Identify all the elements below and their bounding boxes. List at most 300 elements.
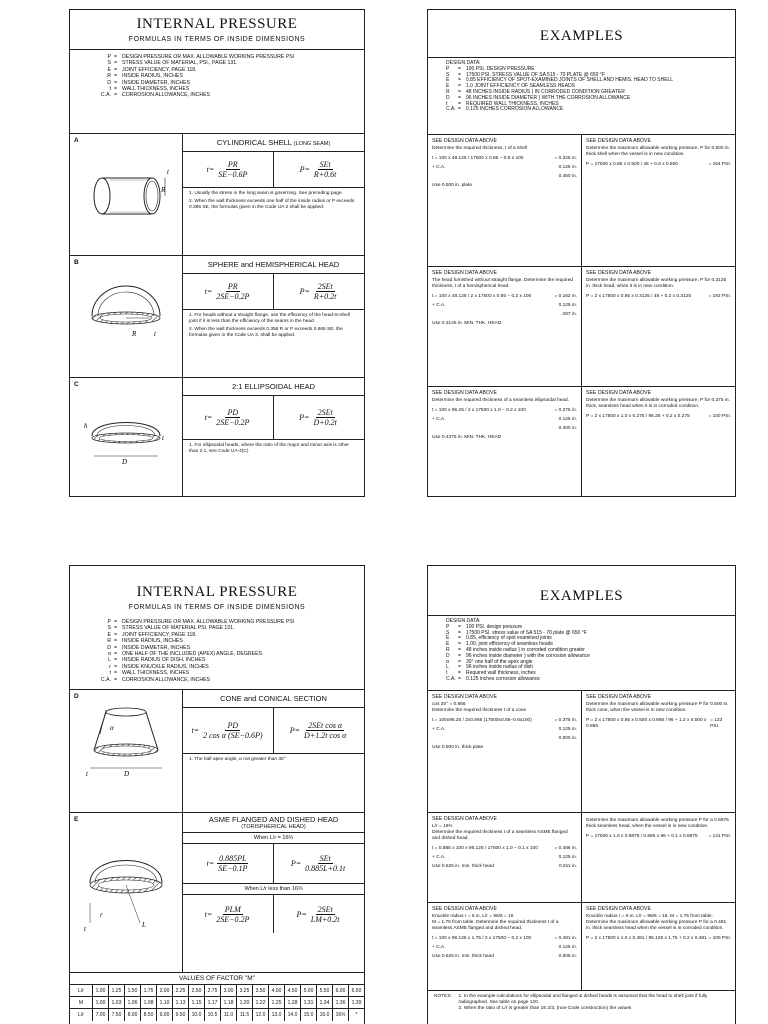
example-heading: SEE DESIGN DATA ABOVE [432,906,497,912]
calculation [586,718,731,730]
section-title: CYLINDRICAL SHELL (LONG SEAM) [183,134,364,152]
legend-text: ONE HALF OF THE INCLUDED (APEX) ANGLE, DEGREES [122,651,262,658]
example-left-column [428,691,581,812]
calc-line [432,846,577,852]
example-heading: SEE DESIGN DATA ABOVE [432,694,497,700]
factor-cell: 1.17 [204,997,220,1008]
factor-cell: 1.50 [124,985,140,996]
calc-line [432,183,577,189]
design-equals: = [458,94,461,101]
example-heading: SEE DESIGN DATA ABOVE [432,270,497,276]
legend-symbol: R [107,73,111,80]
thickness-formula: t= $\frac{PR}{2SE-0.2P}$ [204,282,250,301]
factor-cell: 2.50 [188,985,204,996]
example-left-column [428,267,581,386]
formula-row [183,152,364,188]
factor-cell: 1.39 [348,997,364,1008]
example-heading: SEE DESIGN DATA ABOVE [586,694,651,700]
calc-expression: t = 100 x 48.125 / 2 x 17500 x 0.85 − 0.2 x 100 [432,294,532,299]
legend-text: INSIDE RADIUS OF DISH, INCHES [122,657,206,664]
factor-cell: 6.00 [332,985,348,996]
panel-title: INTERNAL PRESSURE [136,16,298,32]
pressure-formula: P= $\frac{\text{SEt}}{0.885L+0.1t}$ [273,844,364,883]
calc-line [432,321,577,327]
design-symbol: E [446,635,450,642]
design-text: 0.125 INCHES CORROSION ALLOWANCE [466,106,564,113]
calculation [586,414,731,420]
example-left-column [428,813,581,902]
example-heading: SEE DESIGN DATA ABOVE [586,138,651,144]
calc-line [432,312,577,318]
factor-m-table [70,972,364,1021]
example-left-column [428,135,581,266]
example-text: M = 1.75 from table. Determine the required thickness t of a seamless ASME flanged and dished head. [432,920,559,931]
thickness-formula: t= $\frac{PD}{\text{2 cos α (SE−0.6P)}}$ [191,721,263,740]
factor-row-label: L/r [78,1012,84,1018]
factor-cell: 1.00 [92,985,108,996]
legend-symbol: P [107,619,111,625]
legend-symbol: P [107,54,111,60]
calc-expression: P = 2 x 17500 x 1.0 x 0.481 / 96.125 x 1.75 + 0.2 x 0.481 [586,936,707,941]
calc-result: 0.125 in. [558,303,577,308]
ellipsoidal-figure [70,378,183,497]
legend-row [100,92,360,98]
pressure-formula: P= $\frac{\text{2SEt}}{LM+0.2t}$ [273,895,364,933]
factor-cell: 10.5 [204,1009,220,1021]
calc-result: = 154 PSI. [708,162,731,167]
calc-expression: + C.A. [432,303,446,308]
calc-line [432,718,577,724]
example-section [428,266,735,386]
factor-cell: 3.00 [220,985,236,996]
design-symbol: D [446,94,450,101]
example-text: Determine the maximum allowable working pressure, P for 0.3125 in. thick head, when it is in new condition. [586,278,727,289]
section-notes: 1. For heads without a straight flange, use the efficiency of the head-to-shell joint if it is less than the efficiency of the seams in the head. 2. When the wall thickness exceeds 0.356 R or P exceeds 0.665 SE, the formulas given in the Code UA 3, shall be applied. [189,313,350,338]
section-notes: 1. The half apex angle, α not greater than 30° [189,757,286,762]
calc-expression: t = 100x96.25 / 2x0.866 (17500x0.85−0.6x100) [432,718,532,723]
design-text: 96 inches inside diameter } with the corrosion allowance [466,652,590,659]
top-right-panel [427,9,736,497]
design-equals: = [458,664,461,671]
example-right-column [581,135,735,266]
design-text: 1.0 JOINT EFFICIENCY OF SEAMLESS HEADS [466,83,576,90]
legend-equals: = [114,663,118,670]
design-text: 100 PSI. design pressure [466,623,523,630]
design-symbol: E [446,83,450,90]
design-equals: = [458,88,461,95]
formula-row [183,895,364,933]
design-text: 17500 PSI. stress value of SA 515 - 70 plate @ 650 °F [466,629,587,636]
legend-equals: = [114,79,118,86]
calculation [432,718,577,751]
calculation [432,936,577,960]
design-symbol: t [446,100,448,107]
legend-equals: = [114,66,118,73]
example-heading: SEE DESIGN DATA ABOVE [432,138,497,144]
factor-cell: 16.0 [316,1009,332,1021]
svg-text:D: D [124,770,130,778]
torispherical-figure [70,813,183,972]
calc-result: .287 in. [561,312,577,317]
calc-expression: Use 0.625 in. min. thick head [432,954,494,959]
design-equals: = [458,646,461,653]
design-text: 30° one half of the apex angle [466,658,533,665]
example-heading: SEE DESIGN DATA ABOVE [432,816,497,822]
symbol-legend [70,615,364,685]
calc-line [432,294,577,300]
design-equals: = [458,641,461,648]
design-text: Required wall thickness, inches [466,670,536,677]
calc-line [586,294,731,300]
section-title: ASME FLANGED AND DISHED HEAD (TORISPHERICAL HEAD) [183,813,364,833]
factor-cell: 8.00 [124,1009,140,1021]
example-text: Determine the required thickness t of a cone [432,708,527,713]
formula-row [183,396,364,440]
legend-text: INSIDE KNUCKLE RADIUS, INCHES [122,663,209,670]
factor-cell: 16⅔ [332,1009,348,1021]
design-equals: = [458,83,461,90]
design-equals: = [458,71,461,78]
legend-equals: = [114,625,118,632]
fig-label-r: R [132,330,137,338]
cone-figure [70,690,183,812]
example-section [428,386,735,497]
example-text: Knuckle radius r = 6 in. L/r = 96/6 = 16 [432,914,514,919]
ellipsoidal-diagram [70,378,183,497]
legend-equals: = [114,657,118,664]
cylinder-diagram [70,134,183,256]
calculation [432,408,577,441]
legend-equals: = [114,631,118,638]
example-text: Determine the maximum allowable working pressure P for a 0.6875 thick seamless head, when the vessel is in new condition. [586,818,729,829]
calc-result: 0.125 in. [558,945,577,950]
example-text: The head furnished without straight flange. Determine the required thickness, t of a hemispherical head. [432,278,574,289]
legend-symbol: L [108,657,111,664]
factor-cell: 11.0 [220,1009,236,1021]
legend-equals: = [114,54,118,60]
panel-title: EXAMPLES [539,28,624,44]
calc-expression: Use 0.500 in. thick plate [432,745,484,750]
legend-text: INSIDE DIAMETER, INCHES [122,644,191,651]
design-text: 100 PSI. DESIGN PRESSURE [466,65,535,72]
svg-text:α: α [110,724,114,732]
calc-result: = 0.375 in. [554,718,577,723]
legend-equals: = [114,670,118,677]
design-symbol: t [446,670,448,677]
design-symbol: C.A. [446,675,456,682]
design-symbol: D [446,652,450,659]
calc-line [586,834,731,840]
calc-line [586,718,731,730]
factor-row-label: L/r [78,988,84,994]
calc-result: = 133 PSI. [710,718,723,729]
factor-cell: 14.0 [284,1009,300,1021]
calc-result: 0.125 in. [558,417,577,422]
torispherical-diagram [70,813,183,973]
calc-line [432,864,577,870]
legend-symbol: t [109,670,111,677]
formula-row [183,844,364,884]
pressure-formula: P= $\frac{\text{2SEt}}{D+0.2t}$ [273,396,364,439]
legend-text: DESIGN PRESSURE OR MAX. ALLOWABLE WORKING PRESSURE PSI [122,54,295,60]
design-equals: = [458,670,461,677]
design-symbol: S [446,629,450,636]
legend-text: WALL THICKNESS, INCHES [122,670,190,677]
design-row [446,107,725,113]
factor-cell: 2.25 [172,985,188,996]
legend-symbol: D [107,644,111,651]
calc-line [586,936,731,942]
factor-row [70,997,364,1009]
calc-line [432,408,577,414]
calc-expression: Use 0.3125 in. MIN. THK. HEAD [432,321,502,326]
calc-line [432,165,577,171]
legend-symbol: S [107,60,111,67]
calc-line [432,156,577,162]
calc-result: = 141 PSI. [708,834,731,839]
section-title: CONE and CONICAL SECTION [183,690,364,708]
design-symbol: E [446,641,450,648]
factor-cell: 1.15 [188,997,204,1008]
calc-line [432,435,577,441]
calc-line [432,736,577,742]
design-symbol: α [446,658,449,665]
legend-text: CORROSION ALLOWANCE, INCHES [122,676,211,683]
design-symbol: S [446,71,450,78]
section-letter: E [74,816,79,823]
factor-cell: 9.00 [156,1009,172,1021]
fig-label-r: R [161,186,166,194]
example-text: Knuckle radius r = 6 in. L/r = 96/6 = 16. M = 1.75 from table. Determine the maximum allowable working pressure P for a 0.481 in. thick seamless head when the vessel is in corroded condition. [586,914,727,931]
bottom-right-panel [427,565,736,1024]
calc-result: 0.500 in. [558,736,577,741]
legend-equals: = [114,92,118,99]
example-text: cos 30° = 0.866 [432,702,466,707]
calc-result: = 100 PSI. [708,936,731,941]
example-section [428,902,735,990]
calc-expression: P = 2 x 17500 x 1.0 x 0.275 / 96.25 + 0.2 x 0.275 [586,414,690,419]
example-heading: SEE DESIGN DATA ABOVE [586,906,651,912]
legend-symbol: E [107,631,111,638]
calc-expression: t = 100 x 96.125 x 1.75 / 2 x 17500 − 0.2 x 100 [432,936,532,941]
factor-cell: 10.0 [188,1009,204,1021]
section-e-torispherical [70,812,364,972]
example-text: L/r = 16⅔ [432,824,453,829]
factor-cell: 1.00 [92,997,108,1008]
calc-expression: + C.A. [432,945,446,950]
legend-text: JOINT EFFICIENCY, PAGE 118. [122,66,197,73]
legend-equals: = [114,86,118,93]
example-right-column [581,691,735,812]
calc-line [432,745,577,751]
calculation [586,834,731,840]
calc-line [432,426,577,432]
factor-cell: 1.22 [252,997,268,1008]
legend-equals: = [114,638,118,645]
panel-subtitle: FORMULAS IN TERMS OF INSIDE DIMENSIONS [128,36,306,43]
hemisphere-diagram [70,256,183,378]
legend-symbol: D [107,79,111,86]
thickness-formula: t= $\frac{\text{PLM}}{2SE-0.2P}$ [204,904,250,924]
factor-cell: 7.50 [108,1009,124,1021]
calc-result: 0.450 in. [558,174,577,179]
legend-symbol: C.A. [100,676,111,683]
calculation [586,294,731,300]
design-symbol: C.A. [446,106,456,113]
example-text: Determine the required thickness of a seamless ellipsoidal head. [432,398,570,403]
factor-cell: 1.20 [236,997,252,1008]
calc-line [432,954,577,960]
design-data [428,58,735,115]
note-item: 1. In the example-calculations for ellipsoidal and flanged & dished heads is assumed that the head to shell joint if fully radiographed. See table on page 120. [458,994,708,1005]
pressure-formula: P= $\frac{\text{2SEt}}{R+0.2t}$ [273,274,364,309]
calc-expression: Use 0.500 in. plate [432,183,473,188]
design-text: 96 INCHES INSIDE DIAMETER } WITH THE CORROSION ALLOWANCE [466,94,631,101]
fig-label-t: t [167,168,169,176]
factor-cell: 7.00 [92,1009,108,1021]
legend-symbol: C.A. [100,92,111,99]
calc-expression: P = 2 x 17500 x 0.85 x 0.3125 / 48 + 0.2 x 0.3125 [586,294,691,299]
calculation [586,162,731,168]
section-letter: C [74,381,79,388]
factor-cell: 1.36 [332,997,348,1008]
calc-expression: P = 17500 x 1.0 x 0.6875 / 0.885 x 96 + 0.1 x 0.6875 [586,834,698,839]
factor-cell: 2.00 [156,985,172,996]
factor-cell: 1.28 [284,997,300,1008]
fig-label-h: h [84,422,88,430]
calc-result: 0.125 in. [558,165,577,170]
calc-expression: + C.A. [432,855,446,860]
fig-label-t: t [154,330,156,338]
legend-equals: = [114,676,118,683]
example-right-column [581,903,735,990]
top-left-panel [69,9,365,497]
example-right-column [581,267,735,386]
factor-cell: 1.34 [316,997,332,1008]
calc-line [586,414,731,420]
factor-cell: 4.00 [268,985,284,996]
calc-line [432,417,577,423]
thickness-formula: t= $\frac{PR}{SE-0.6P}$ [206,160,248,179]
design-symbol: P [446,65,450,72]
design-text: 0.85, efficiency of spot examined joints [466,635,552,642]
factor-row-label: M [78,1000,84,1006]
calc-result: = 0.162 in. [554,294,577,299]
calc-expression: t = 0.885 x 100 x 96.125 / 17500 x 1.0 − 0.1 x 100 [432,846,538,851]
sphere-figure [70,256,183,377]
panel-title: EXAMPLES [539,588,624,604]
legend-symbol: E [107,66,111,73]
legend-row [100,677,360,683]
factor-cell: 13.0 [268,1009,284,1021]
condition-label: When L/r less than 16⅔ [183,884,364,895]
design-symbol: P [446,623,450,630]
factor-cell: 6.50 [348,985,364,996]
legend-symbol: α [108,651,111,658]
calc-line [432,174,577,180]
factor-cell: 1.75 [140,985,156,996]
design-text: 0.85 EFFICIENCY OF SPOT-EXAMINED JOINTS OF SHELL AND HEMIS. HEAD TO SHELL [466,77,674,84]
example-section [428,690,735,812]
calc-expression: t = 100 x 96.25 / 2 x 17500 x 1.0 − 0.2 x 100 [432,408,526,413]
calc-result: = 0.325 in. [554,156,577,161]
pressure-formula: P= $\frac{\text{SEt}}{R+0.6t}$ [273,152,364,187]
design-text: REQUIRED WALL THICKNESS, INCHES [466,100,559,107]
thickness-formula: t= $\frac{0.885PL}{SE-0.1P}$ [206,854,248,873]
legend-text: INSIDE RADIUS, INCHES [122,638,183,645]
legend-symbol: S [107,625,111,632]
calc-expression: Use 0.625 in. min. thick head [432,864,494,869]
design-equals: = [458,106,461,113]
formula-row [183,274,364,310]
fig-label-d: D [122,458,128,466]
design-text: 48 inches inside radius } in corroded condition greater [466,646,585,653]
factor-cell: 2.75 [204,985,220,996]
calculation [432,846,577,870]
note-item: 2. When the ratio of L/r is greater than 16 2/3, (non-Code construction) the values [458,1006,632,1011]
section-letter: B [74,259,79,266]
calc-line [586,162,731,168]
example-text: Determine the maximum allowable working pressure, P for 0.375 in. thick, seamless head when it is in corroded condition. [586,398,730,409]
section-d-cone [70,689,364,812]
legend-text: JOINT EFFICIENCY, PAGE 118. [122,631,197,638]
design-text: 96 inches inside radius of dish [466,664,533,671]
calc-result: 0.611 in. [558,864,577,869]
calc-result: 0.606 in. [558,954,577,959]
section-letter: A [74,137,79,144]
example-left-column [428,387,581,497]
legend-text: INSIDE DIAMETER, INCHES [122,79,191,86]
design-text: 0.125 inches corrosion allowance [466,675,540,682]
svg-text:r: r [100,911,103,919]
legend-text: CORROSION ALLOWANCE, INCHES [122,92,211,99]
factor-table-title: VALUES OF FACTOR "M" [70,973,364,985]
factor-cell: 4.50 [284,985,300,996]
factor-cell: 3.50 [252,985,268,996]
factor-cell: 5.50 [316,985,332,996]
example-text: Determine the required thickness, t of a shell [432,146,527,151]
section-b-sphere [70,255,364,377]
panel-title: INTERNAL PRESSURE [136,584,298,600]
factor-cell: 5.00 [300,985,316,996]
factor-cell: 1.18 [220,997,236,1008]
legend-text: STRESS VALUE OF MATERIAL, PSI., PAGE 131. [122,60,238,67]
factor-cell: 8.50 [140,1009,156,1021]
design-symbol: E [446,77,450,84]
calc-expression: + C.A. [432,417,446,422]
calc-expression: Use 0.4375 in. MIN. THK. HEAD [432,435,502,440]
calc-line [432,945,577,951]
example-text: Determine the required thickness t of a seamless ASME flanged and dished head. [432,830,568,841]
svg-text:t: t [86,770,88,778]
calc-result: = 193 PSI. [708,294,731,299]
legend-symbol: R [107,638,111,645]
design-equals: = [458,675,461,682]
example-heading: SEE DESIGN DATA ABOVE [586,390,651,396]
factor-cell: 1.08 [140,997,156,1008]
svg-text:t: t [84,925,86,933]
section-notes: 1. For ellipsoidal heads, where the ratio of the major and minor axis is other than 2:1, see Code UA-4(C) [189,443,349,454]
calc-expression: + C.A. [432,165,446,170]
calc-result: = 0.481 in. [554,936,577,941]
legend-symbol: r [109,663,111,670]
factor-cell: 1.25 [108,985,124,996]
example-right-column [581,813,735,902]
factor-row [70,1009,364,1021]
design-equals: = [458,623,461,630]
legend-text: STRESS VALUE OF MATERIAL PSI. PAGE 131. [122,625,235,632]
design-equals: = [458,629,461,636]
